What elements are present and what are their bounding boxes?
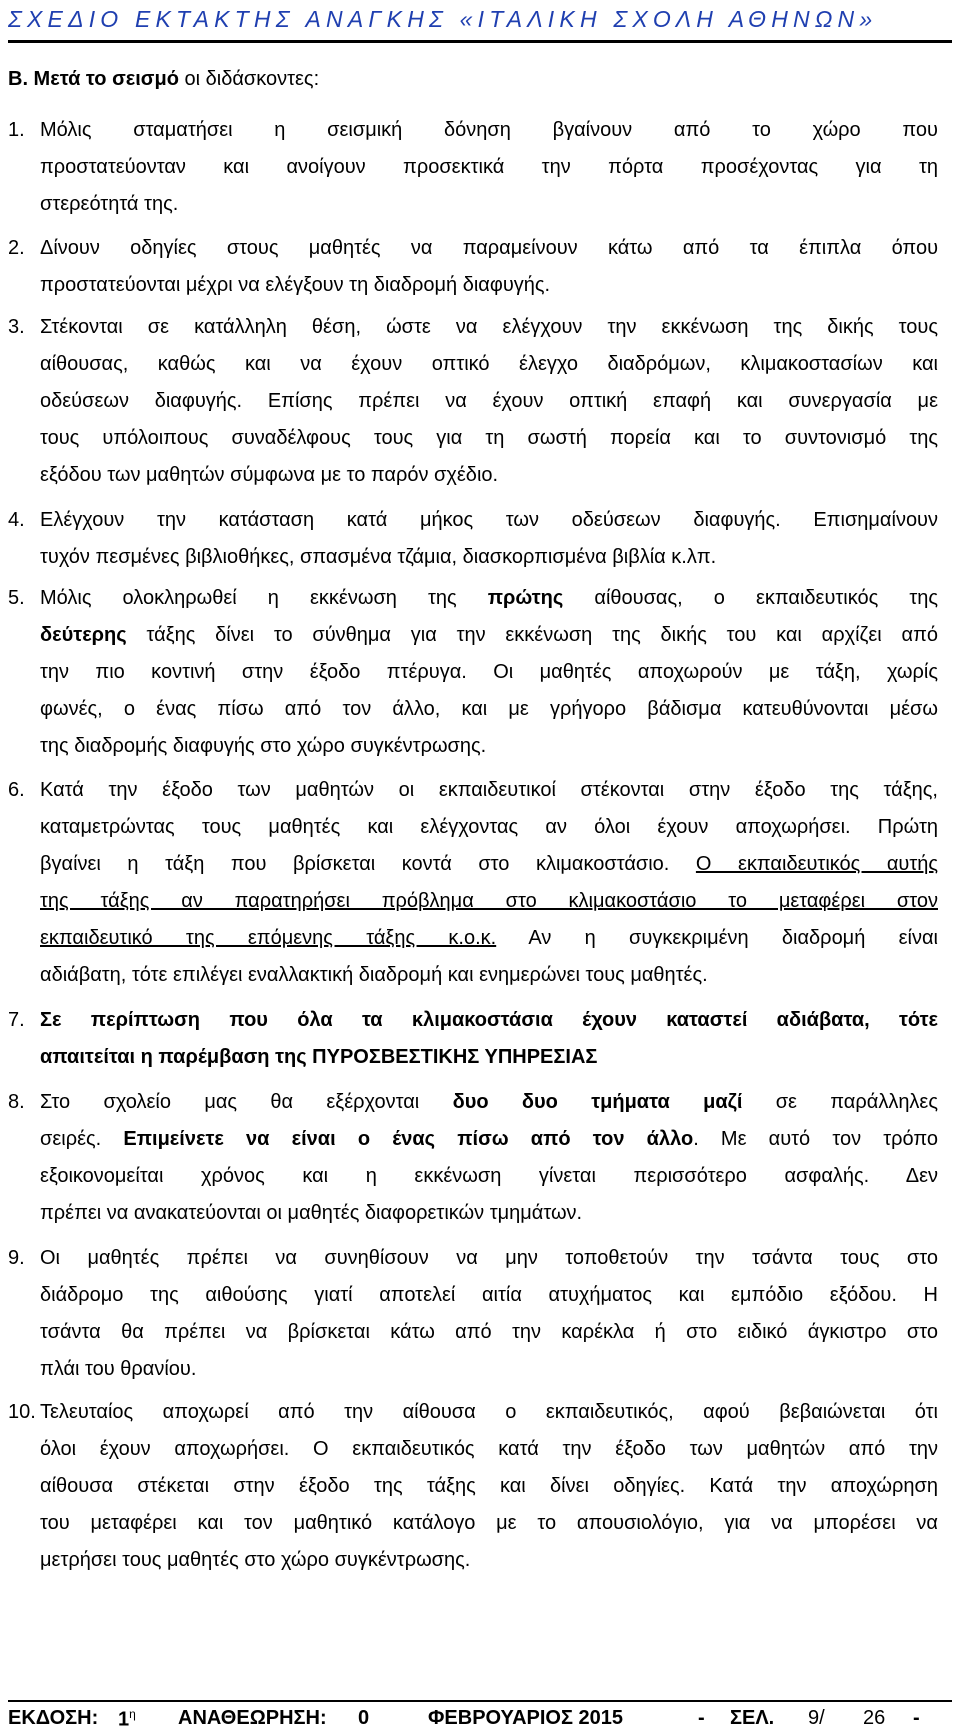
item-text: αίθουσας, ο εκπαιδευτικός της bbox=[563, 587, 938, 609]
item-text: σειρές. bbox=[40, 1128, 124, 1150]
footer-tail-dash: - bbox=[913, 1707, 920, 1729]
section-heading bbox=[8, 68, 319, 91]
item-line: όλοι έχουν αποχωρήσει. Ο εκπαιδευτικός κατά την έξοδο των μαθητών από την bbox=[40, 1438, 938, 1460]
item-line-bold: Σε περίπτωση που όλα τα κλιμακοστάσια έχουν καταστεί αδιάβατα, τότε bbox=[40, 1009, 938, 1031]
item-line: Δίνουν οδηγίες στους μαθητές να παραμείνουν κάτω από τα έπιπλα όπου bbox=[40, 237, 938, 259]
footer-dash: - bbox=[698, 1707, 705, 1729]
item-line: Ελέγχουν την κατάσταση κατά μήκος των οδεύσεων διαφυγής. Επισημαίνουν bbox=[40, 509, 938, 531]
section-heading-bold: Β. Μετά το σεισμό bbox=[8, 68, 179, 90]
item-line: Στέκονται σε κατάλληλη θέση, ώστε να ελέγχουν την εκκένωση της δικής τους bbox=[40, 316, 938, 338]
item-number: 5. bbox=[8, 587, 25, 609]
item-line: αίθουσας, καθώς και να έχουν οπτικό έλεγχο διαδρόμων, κλιμακοστασίων και bbox=[40, 353, 938, 375]
item-number: 9. bbox=[8, 1247, 25, 1269]
item-text-underlined: Ο εκπαιδευτικός αυτής bbox=[695, 853, 938, 875]
item-text-bold: δυο δυο τμήματα μαζί bbox=[452, 1091, 743, 1113]
item-text: σε παράλληλες bbox=[742, 1091, 938, 1113]
item-number: 4. bbox=[8, 509, 25, 531]
item-line: αδιάβατη, τότε επιλέγει εναλλακτική διαδρομή και ενημερώνει τους μαθητές. bbox=[40, 964, 708, 986]
item-number: 6. bbox=[8, 779, 25, 801]
item-line: στερεότητά της. bbox=[40, 193, 179, 215]
item-line: καταμετρώντας τους μαθητές και ελέγχοντας αν όλοι έχουν αποχωρήσει. Πρώτη bbox=[40, 816, 938, 838]
item-line: τους υπόλοιπους συναδέλφους τους για τη σωστή πορεία και το συντονισμό της bbox=[40, 427, 938, 449]
item-line: πλάι του θρανίου. bbox=[40, 1358, 197, 1380]
footer-edition-num: 1 bbox=[118, 1708, 130, 1731]
footer-revision-number: 0 bbox=[358, 1707, 370, 1729]
footer-revision-label: ΑΝΑΘΕΩΡΗΣΗ: bbox=[178, 1707, 327, 1729]
footer-edition-label: ΕΚΔΟΣΗ: bbox=[8, 1707, 99, 1729]
document-header: ΣΧΕΔΙΟ ΕΚΤΑΚΤΗΣ ΑΝΑΓΚΗΣ «ΙΤΑΛΙΚΗ ΣΧΟΛΗ ΑΘΗΝΩΝ» bbox=[8, 6, 878, 32]
item-number: 10. bbox=[8, 1401, 36, 1423]
item-text: Στο σχολείο μας θα εξέρχονται bbox=[40, 1091, 453, 1113]
item-line: μετρήσει τους μαθητές στο χώρο συγκέντρωσης. bbox=[40, 1549, 471, 1571]
item-text: βγαίνει η τάξη που βρίσκεται κοντά στο κλιμακοστάσιο. bbox=[40, 853, 696, 875]
item-text: Μόλις ολοκληρωθεί η εκκένωση της bbox=[40, 587, 488, 609]
item-line: Κατά την έξοδο των μαθητών οι εκπαιδευτικοί στέκονται στην έξοδο της τάξης, bbox=[40, 779, 938, 801]
item-line bbox=[40, 920, 938, 957]
item-line: φωνές, ο ένας πίσω από τον άλλο, και με γρήγορο βάδισμα κατευθύνονται μέσω bbox=[40, 698, 938, 720]
item-number: 3. bbox=[8, 316, 25, 338]
item-line: Οι μαθητές πρέπει να συνηθίσουν να μην τοποθετούν την τσάντα τους στο bbox=[40, 1247, 938, 1269]
item-number: 1. bbox=[8, 119, 25, 141]
item-text: Δεν bbox=[905, 1165, 938, 1187]
item-line: πρέπει να ανακατεύονται οι μαθητές διαφορετικών τμημάτων. bbox=[40, 1202, 583, 1224]
item-line: την πιο κοντινή στην έξοδο πτέρυγα. Οι μαθητές αποχωρούν με τάξη, χωρίς bbox=[40, 661, 938, 683]
item-line: αίθουσα στέκεται στην έξοδο της τάξης και δίνει οδηγίες. Κατά την αποχώρηση bbox=[40, 1475, 938, 1497]
item-line: εξόδου των μαθητών σύμφωνα με το παρόν σχέδιο. bbox=[40, 464, 499, 486]
item-line: διάδρομο της αιθούσης γιατί αποτελεί αιτία ατυχήματος και εμπόδιο εξόδου. Η bbox=[40, 1284, 938, 1306]
item-number: 2. bbox=[8, 237, 25, 259]
item-line: τσάντα θα πρέπει να βρίσκεται κάτω από την καρέκλα ή στο ειδικό άγκιστρο στο bbox=[40, 1321, 938, 1343]
item-text: τάξης δίνει το σύνθημα για την εκκένωση της δικής του και αρχίζει από bbox=[126, 624, 938, 646]
item-text: . Με αυτό τον τρόπο bbox=[693, 1128, 938, 1150]
footer-edition-sup: η bbox=[129, 1707, 136, 1721]
item-line: οδεύσεων διαφυγής. Επίσης πρέπει να έχουν οπτική επαφή και συνεργασία με bbox=[40, 390, 938, 412]
item-number: 7. bbox=[8, 1009, 25, 1031]
item-text-underlined: εκπαιδευτικό της επόμενης τάξης κ.ο.κ. bbox=[40, 927, 497, 949]
item-line: προστατεύονταν και ανοίγουν προσεκτικά την πόρτα προσέχοντας για τη bbox=[40, 156, 938, 178]
item-line bbox=[40, 1084, 938, 1121]
item-line bbox=[40, 580, 938, 617]
section-heading-rest: οι διδάσκοντες: bbox=[178, 68, 320, 90]
item-text: Αν η συγκεκριμένη διαδρομή είναι bbox=[496, 927, 938, 949]
footer-rule bbox=[8, 1700, 952, 1702]
item-line: Μόλις σταματήσει η σεισμική δόνηση βγαίνουν από το χώρο που bbox=[40, 119, 938, 141]
header-rule bbox=[8, 40, 952, 43]
item-line: τυχόν πεσμένες βιβλιοθήκες, σπασμένα τζάμια, διασκορπισμένα βιβλία κ.λπ. bbox=[40, 546, 717, 568]
item-text-bold: δεύτερης bbox=[40, 624, 127, 646]
footer-date: ΦΕΒΡΟΥΑΡΙΟΣ 2015 bbox=[428, 1707, 624, 1729]
item-line: του μεταφέρει και τον μαθητικό κατάλογο με το απουσιολόγιο, για να μπορέσει να bbox=[40, 1512, 938, 1534]
item-text-bold: πρώτης bbox=[487, 587, 564, 609]
item-text-bold: Επιμείνετε να είναι ο ένας πίσω από τον άλλο bbox=[123, 1128, 694, 1150]
item-line bbox=[40, 617, 938, 654]
item-line: της διαδρομής διαφυγής στο χώρο συγκέντρωσης. bbox=[40, 735, 487, 757]
item-line-underlined: της τάξης αν παρατηρήσει πρόβλημα στο κλιμακοστάσιο το μεταφέρει στον bbox=[40, 890, 938, 912]
footer-page-number: 9/ bbox=[808, 1707, 825, 1729]
item-line: Τελευταίος αποχωρεί από την αίθουσα ο εκπαιδευτικός, αφού βεβαιώνεται ότι bbox=[40, 1401, 938, 1423]
item-line bbox=[40, 1158, 938, 1195]
item-line-bold: απαιτείται η παρέμβαση της ΠΥΡΟΣΒΕΣΤΙΚΗΣ ΥΠΗΡΕΣΙΑΣ bbox=[40, 1046, 598, 1068]
item-line: προστατεύονται μέχρι να ελέγξουν τη διαδρομή διαφυγής. bbox=[40, 274, 551, 296]
item-line bbox=[40, 846, 938, 883]
item-line bbox=[40, 1121, 938, 1158]
footer-page-label: ΣΕΛ. bbox=[730, 1707, 775, 1729]
footer-edition-number bbox=[118, 1707, 136, 1732]
item-text: εξοικονομείται χρόνος και η εκκένωση γίνεται περισσότερο ασφαλής. bbox=[40, 1165, 906, 1187]
footer-page-total: 26 bbox=[863, 1707, 886, 1729]
item-number: 8. bbox=[8, 1091, 25, 1113]
